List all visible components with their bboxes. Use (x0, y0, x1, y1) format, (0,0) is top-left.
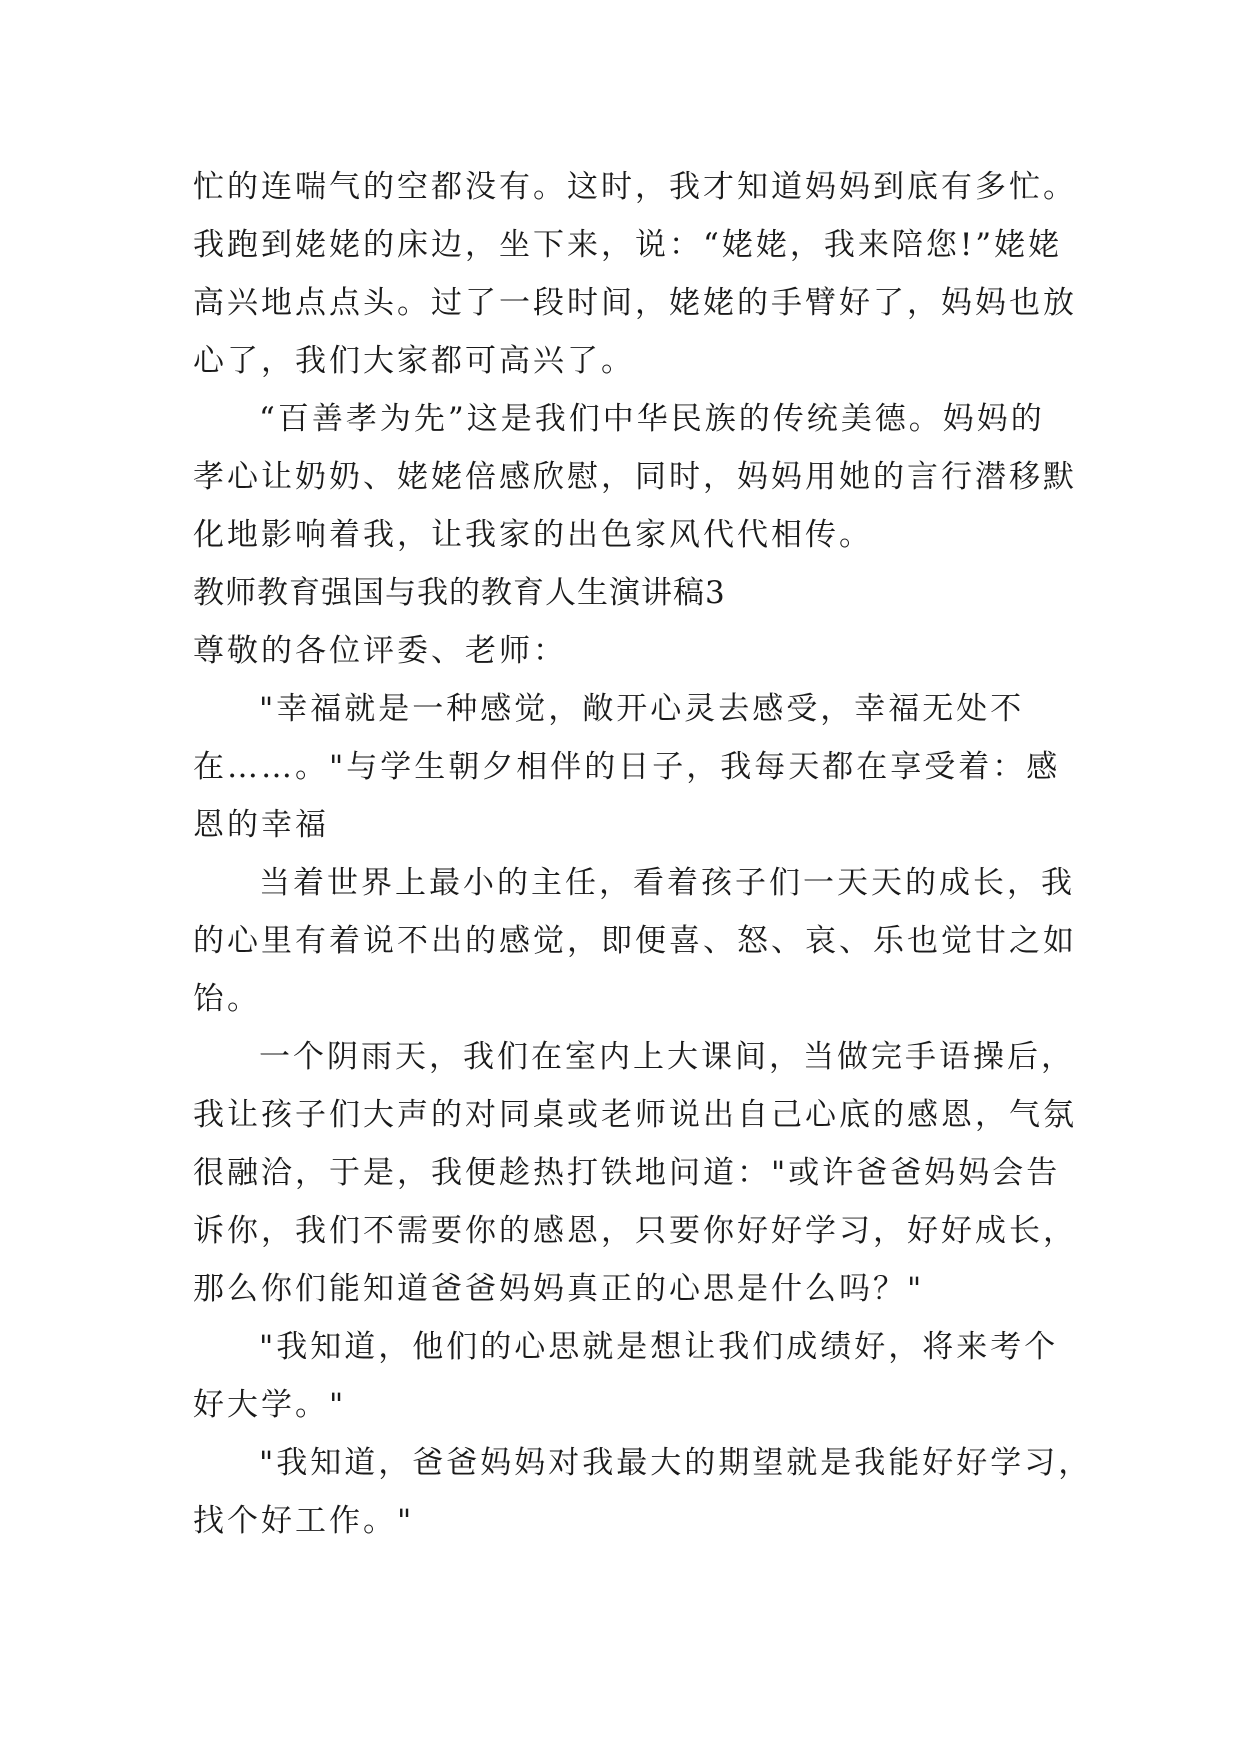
paragraph-line: 在……。"与学生朝夕相伴的日子，我每天都在享受着：感 (193, 749, 1061, 785)
section-title: 教师教育强国与我的教育人生演讲稿3 (193, 575, 726, 611)
paragraph-line: 心了，我们大家都可高兴了。 (193, 343, 635, 379)
paragraph-line: 孝心让奶奶、姥姥倍感欣慰，同时，妈妈用她的言行潜移默 (193, 459, 1077, 495)
paragraph-line: 当着世界上最小的主任，看着孩子们一天天的成长，我 (259, 865, 1075, 901)
paragraph-line: 的心里有着说不出的感觉，即便喜、怒、哀、乐也觉甘之如 (193, 923, 1077, 959)
paragraph-line: 忙的连喘气的空都没有。这时，我才知道妈妈到底有多忙。 (193, 169, 1077, 205)
paragraph-line: 找个好工作。" (193, 1503, 415, 1539)
paragraph-line: "幸福就是一种感觉，敞开心灵去感受，幸福无处不 (259, 691, 1025, 727)
paragraph-line: 恩的幸福 (193, 807, 329, 843)
paragraph-line: 我跑到姥姥的床边，坐下来，说：“姥姥，我来陪您!”姥姥 (193, 227, 1063, 263)
salutation: 尊敬的各位评委、老师： (193, 633, 567, 669)
paragraph-line: 高兴地点点头。过了一段时间，姥姥的手臂好了，妈妈也放 (193, 285, 1077, 321)
paragraph-line: 诉你，我们不需要你的感恩，只要你好好学习，好好成长， (193, 1213, 1077, 1249)
paragraph-line: “百善孝为先”这是我们中华民族的传统美德。妈妈的 (259, 401, 1045, 437)
paragraph-line: 那么你们能知道爸爸妈妈真正的心思是什么吗？" (193, 1271, 925, 1307)
paragraph-line: "我知道，他们的心思就是想让我们成绩好，将来考个 (259, 1329, 1059, 1365)
document-body (193, 158, 1093, 1550)
paragraph-line: 我让孩子们大声的对同桌或老师说出自己心底的感恩，气氛 (193, 1097, 1077, 1133)
paragraph-line: 很融洽，于是，我便趁热打铁地问道："或许爸爸妈妈会告 (193, 1155, 1061, 1191)
paragraph-line: 化地影响着我，让我家的出色家风代代相传。 (193, 517, 873, 553)
paragraph-line: 饴。 (193, 981, 261, 1017)
paragraph-line: 好大学。" (193, 1387, 347, 1423)
paragraph-line: "我知道，爸爸妈妈对我最大的期望就是我能好好学习， (259, 1445, 1093, 1481)
paragraph-line: 一个阴雨天，我们在室内上大课间，当做完手语操后， (259, 1039, 1075, 1075)
